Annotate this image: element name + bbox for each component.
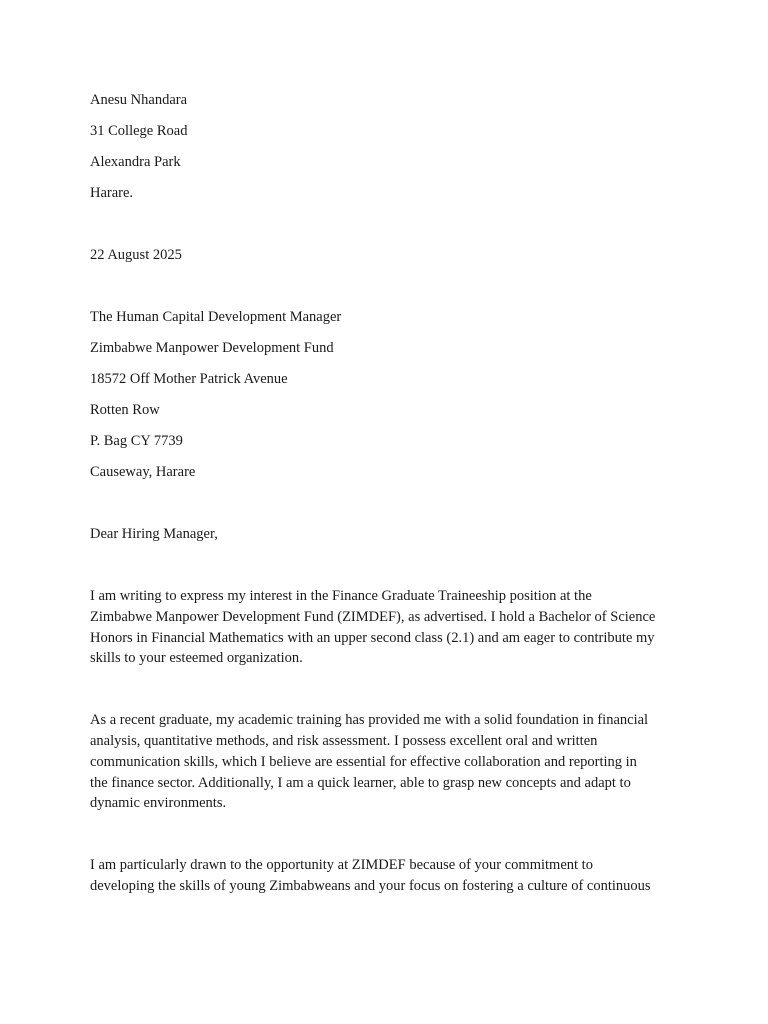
- sender-address-line: Harare.: [90, 185, 134, 201]
- recipient-line: Zimbabwe Manpower Development Fund: [90, 340, 334, 356]
- spacer: [90, 276, 686, 307]
- recipient-line: Causeway, Harare: [90, 464, 196, 480]
- recipient-line: P. Bag CY 7739: [90, 433, 183, 449]
- recipient-block: [90, 307, 686, 483]
- body-paragraph: [90, 855, 686, 897]
- recipient-line: Rotten Row: [90, 402, 160, 418]
- letter-page: [90, 90, 686, 897]
- paragraph-line: the finance sector. Additionally, I am a quick learner, able to grasp new concepts and adapt to: [90, 774, 631, 791]
- paragraph-line: developing the skills of young Zimbabweans and your focus on fostering a culture of continuous: [90, 877, 651, 894]
- sender-name: Anesu Nhandara: [90, 92, 188, 108]
- recipient-line: 18572 Off Mother Patrick Avenue: [90, 371, 288, 387]
- paragraph-line: As a recent graduate, my academic training has provided me with a solid foundation in financial: [90, 712, 649, 729]
- recipient-line: The Human Capital Development Manager: [90, 309, 342, 325]
- spacer: [90, 555, 686, 586]
- sender-address-line: Alexandra Park: [90, 154, 181, 170]
- spacer: [90, 669, 686, 710]
- paragraph-line: Zimbabwe Manpower Development Fund (ZIMDEF), as advertised. I hold a Bachelor of Science: [90, 608, 656, 625]
- paragraph-line: dynamic environments.: [90, 795, 227, 812]
- sender-address-line: 31 College Road: [90, 123, 188, 139]
- spacer: [90, 493, 686, 524]
- paragraph-line: I am particularly drawn to the opportunity at ZIMDEF because of your commitment to: [90, 857, 593, 874]
- spacer: [90, 214, 686, 245]
- letter-date: 22 August 2025: [90, 247, 182, 263]
- sender-block: [90, 90, 686, 204]
- salutation: Dear Hiring Manager,: [90, 526, 218, 542]
- paragraph-line: analysis, quantitative methods, and risk assessment. I possess excellent oral and written: [90, 732, 598, 749]
- paragraph-line: skills to your esteemed organization.: [90, 650, 303, 667]
- paragraph-line: communication skills, which I believe are essential for effective collaboration and reporting in: [90, 753, 637, 770]
- body-paragraph: [90, 710, 686, 814]
- paragraph-line: I am writing to express my interest in the Finance Graduate Traineeship position at the: [90, 588, 592, 604]
- body-paragraph: [90, 586, 686, 669]
- spacer: [90, 814, 686, 855]
- paragraph-line: Honors in Financial Mathematics with an upper second class (2.1) and am eager to contribute my: [90, 629, 655, 646]
